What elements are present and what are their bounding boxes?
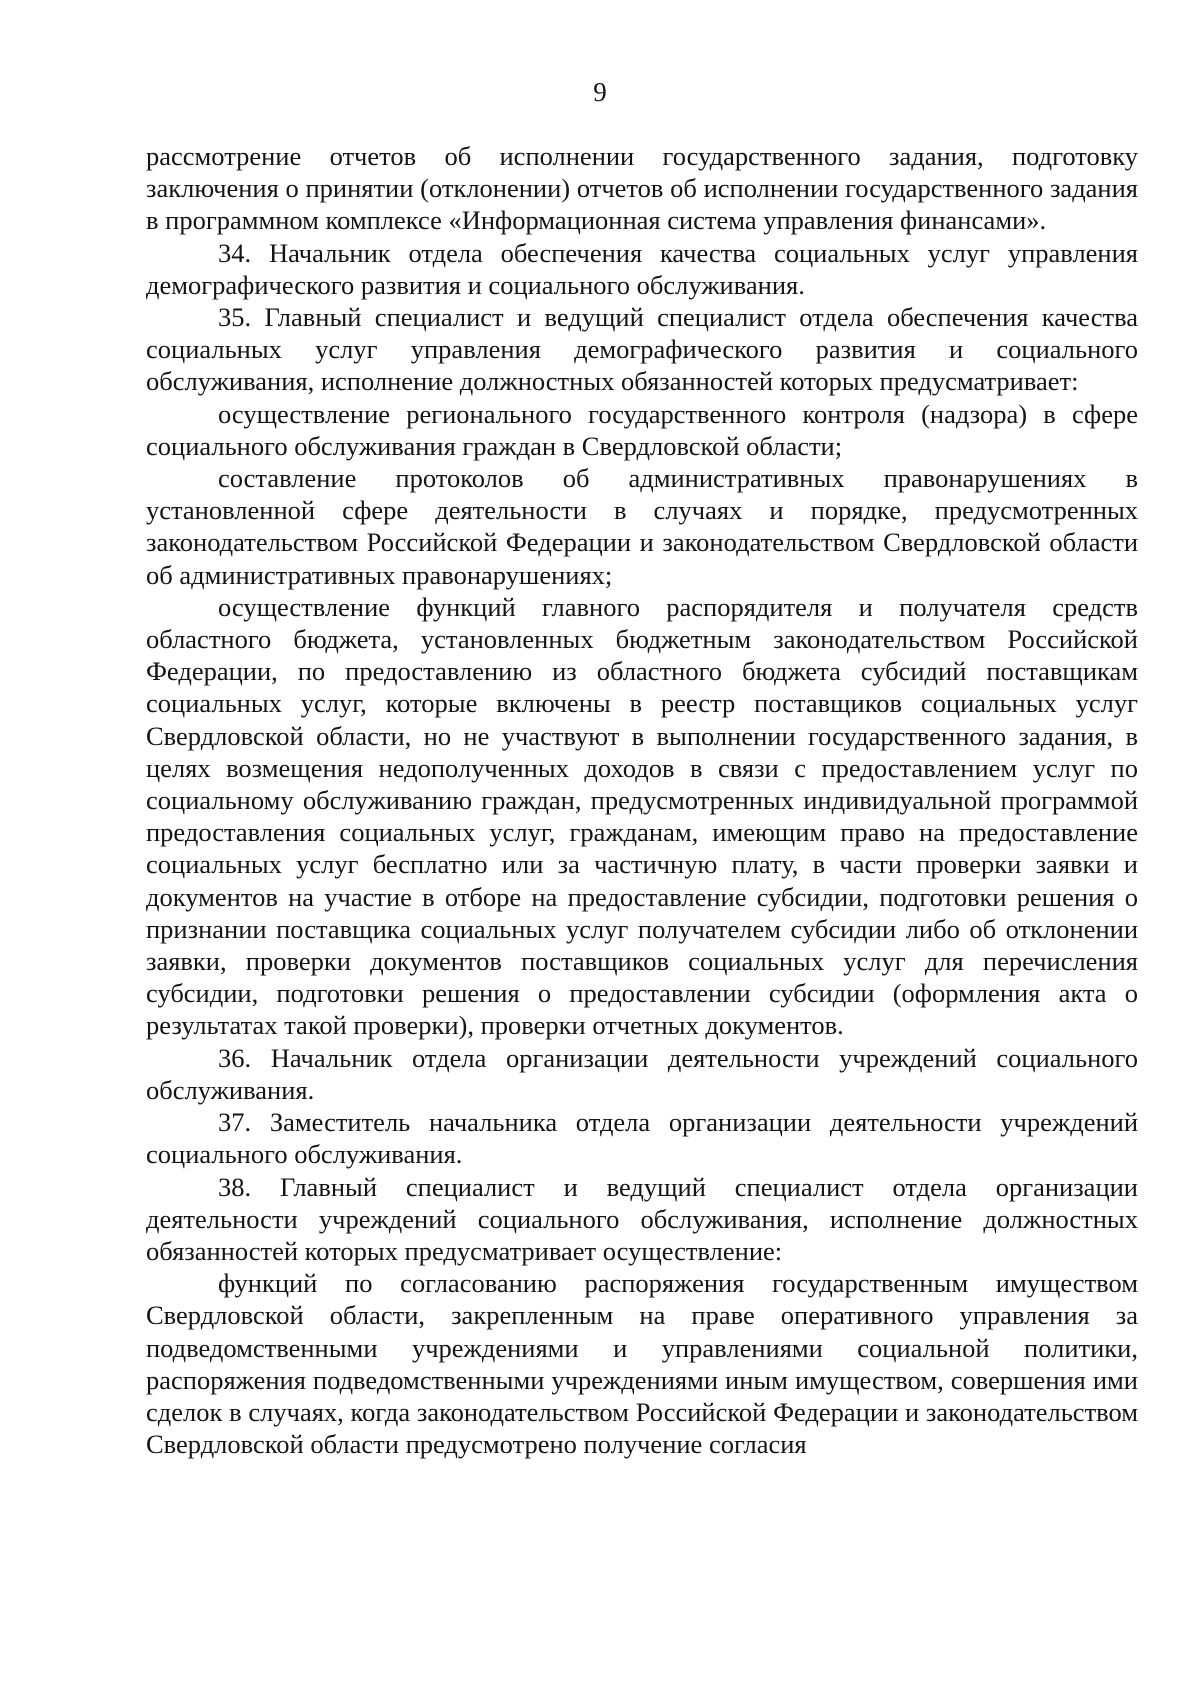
paragraph-budget-functions: осуществление функций главного распорядителя и получателя средств областного бюджета, установленных бюджетным законодательством Российской Федерации, по предоставлению из областного бюджета субсидий поставщикам социальных услуг, которые включены в реестр поставщиков социальных услуг Свердловской области, но не участвуют в выполнении государственного задания, в целях возмещения недополученных доходов в связи с предоставлением услуг по социальному обслуживанию граждан, предусмотренных индивидуальной программой предоставления социальных услуг, гражданам, имеющим право на предоставление социальных услуг бесплатно или за частичную плату, в части проверки заявки и документов на участие в отборе на предоставление субсидии, подготовки решения о признании поставщика социальных услуг получателем субсидии либо об отклонении заявки, проверки документов поставщиков социальных услуг для перечисления субсидии, подготовки решения о предоставлении субсидии (оформления акта о результатах такой проверки), проверки отчетных документов. [146, 591, 1138, 1041]
paragraph-item-34: 34. Начальник отдела обеспечения качества социальных услуг управления демографического развития и социального обслуживания. [146, 237, 1138, 300]
paragraph-item-36: 36. Начальник отдела организации деятельности учреждений социального обслуживания. [146, 1042, 1138, 1105]
document-body [146, 140, 1138, 1460]
paragraph-control-supervision: осуществление регионального государственного контроля (надзора) в сфере социального обслуживания граждан в Свердловской области; [146, 398, 1138, 461]
paragraph-item-37: 37. Заместитель начальника отдела организации деятельности учреждений социального обслуживания. [146, 1107, 1138, 1170]
paragraph-item-35: 35. Главный специалист и ведущий специалист отдела обеспечения качества социальных услуг управления демографического развития и социального обслуживания, исполнение должностных обязанностей которых предусматривает: [146, 302, 1138, 397]
paragraph-protocols: составление протоколов об административных правонарушениях в установленной сфере деятельности в случаях и порядке, предусмотренных законодательством Российской Федерации и законодательством Свердловской области об административных правонарушениях; [146, 463, 1138, 590]
paragraph-property-approval: функций по согласованию распоряжения государственным имуществом Свердловской области, закрепленным на праве оперативного управления за подведомственными учреждениями и управлениями социальной политики, распоряжения подведомственными учреждениями иным имуществом, совершения ими сделок в случаях, когда законодательством Российской Федерации и законодательством Свердловской области предусмотрено получение согласия [146, 1268, 1138, 1460]
paragraph-item-38: 38. Главный специалист и ведущий специалист отдела организации деятельности учреждений социального обслуживания, исполнение должностных обязанностей которых предусматривает осуществление: [146, 1171, 1138, 1266]
page-number: 9 [593, 77, 607, 107]
paragraph-continuation: рассмотрение отчетов об исполнении государственного задания, подготовку заключения о принятии (отклонении) отчетов об исполнении государственного задания в программном комплексе «Информационная система управления финансами». [146, 141, 1138, 236]
